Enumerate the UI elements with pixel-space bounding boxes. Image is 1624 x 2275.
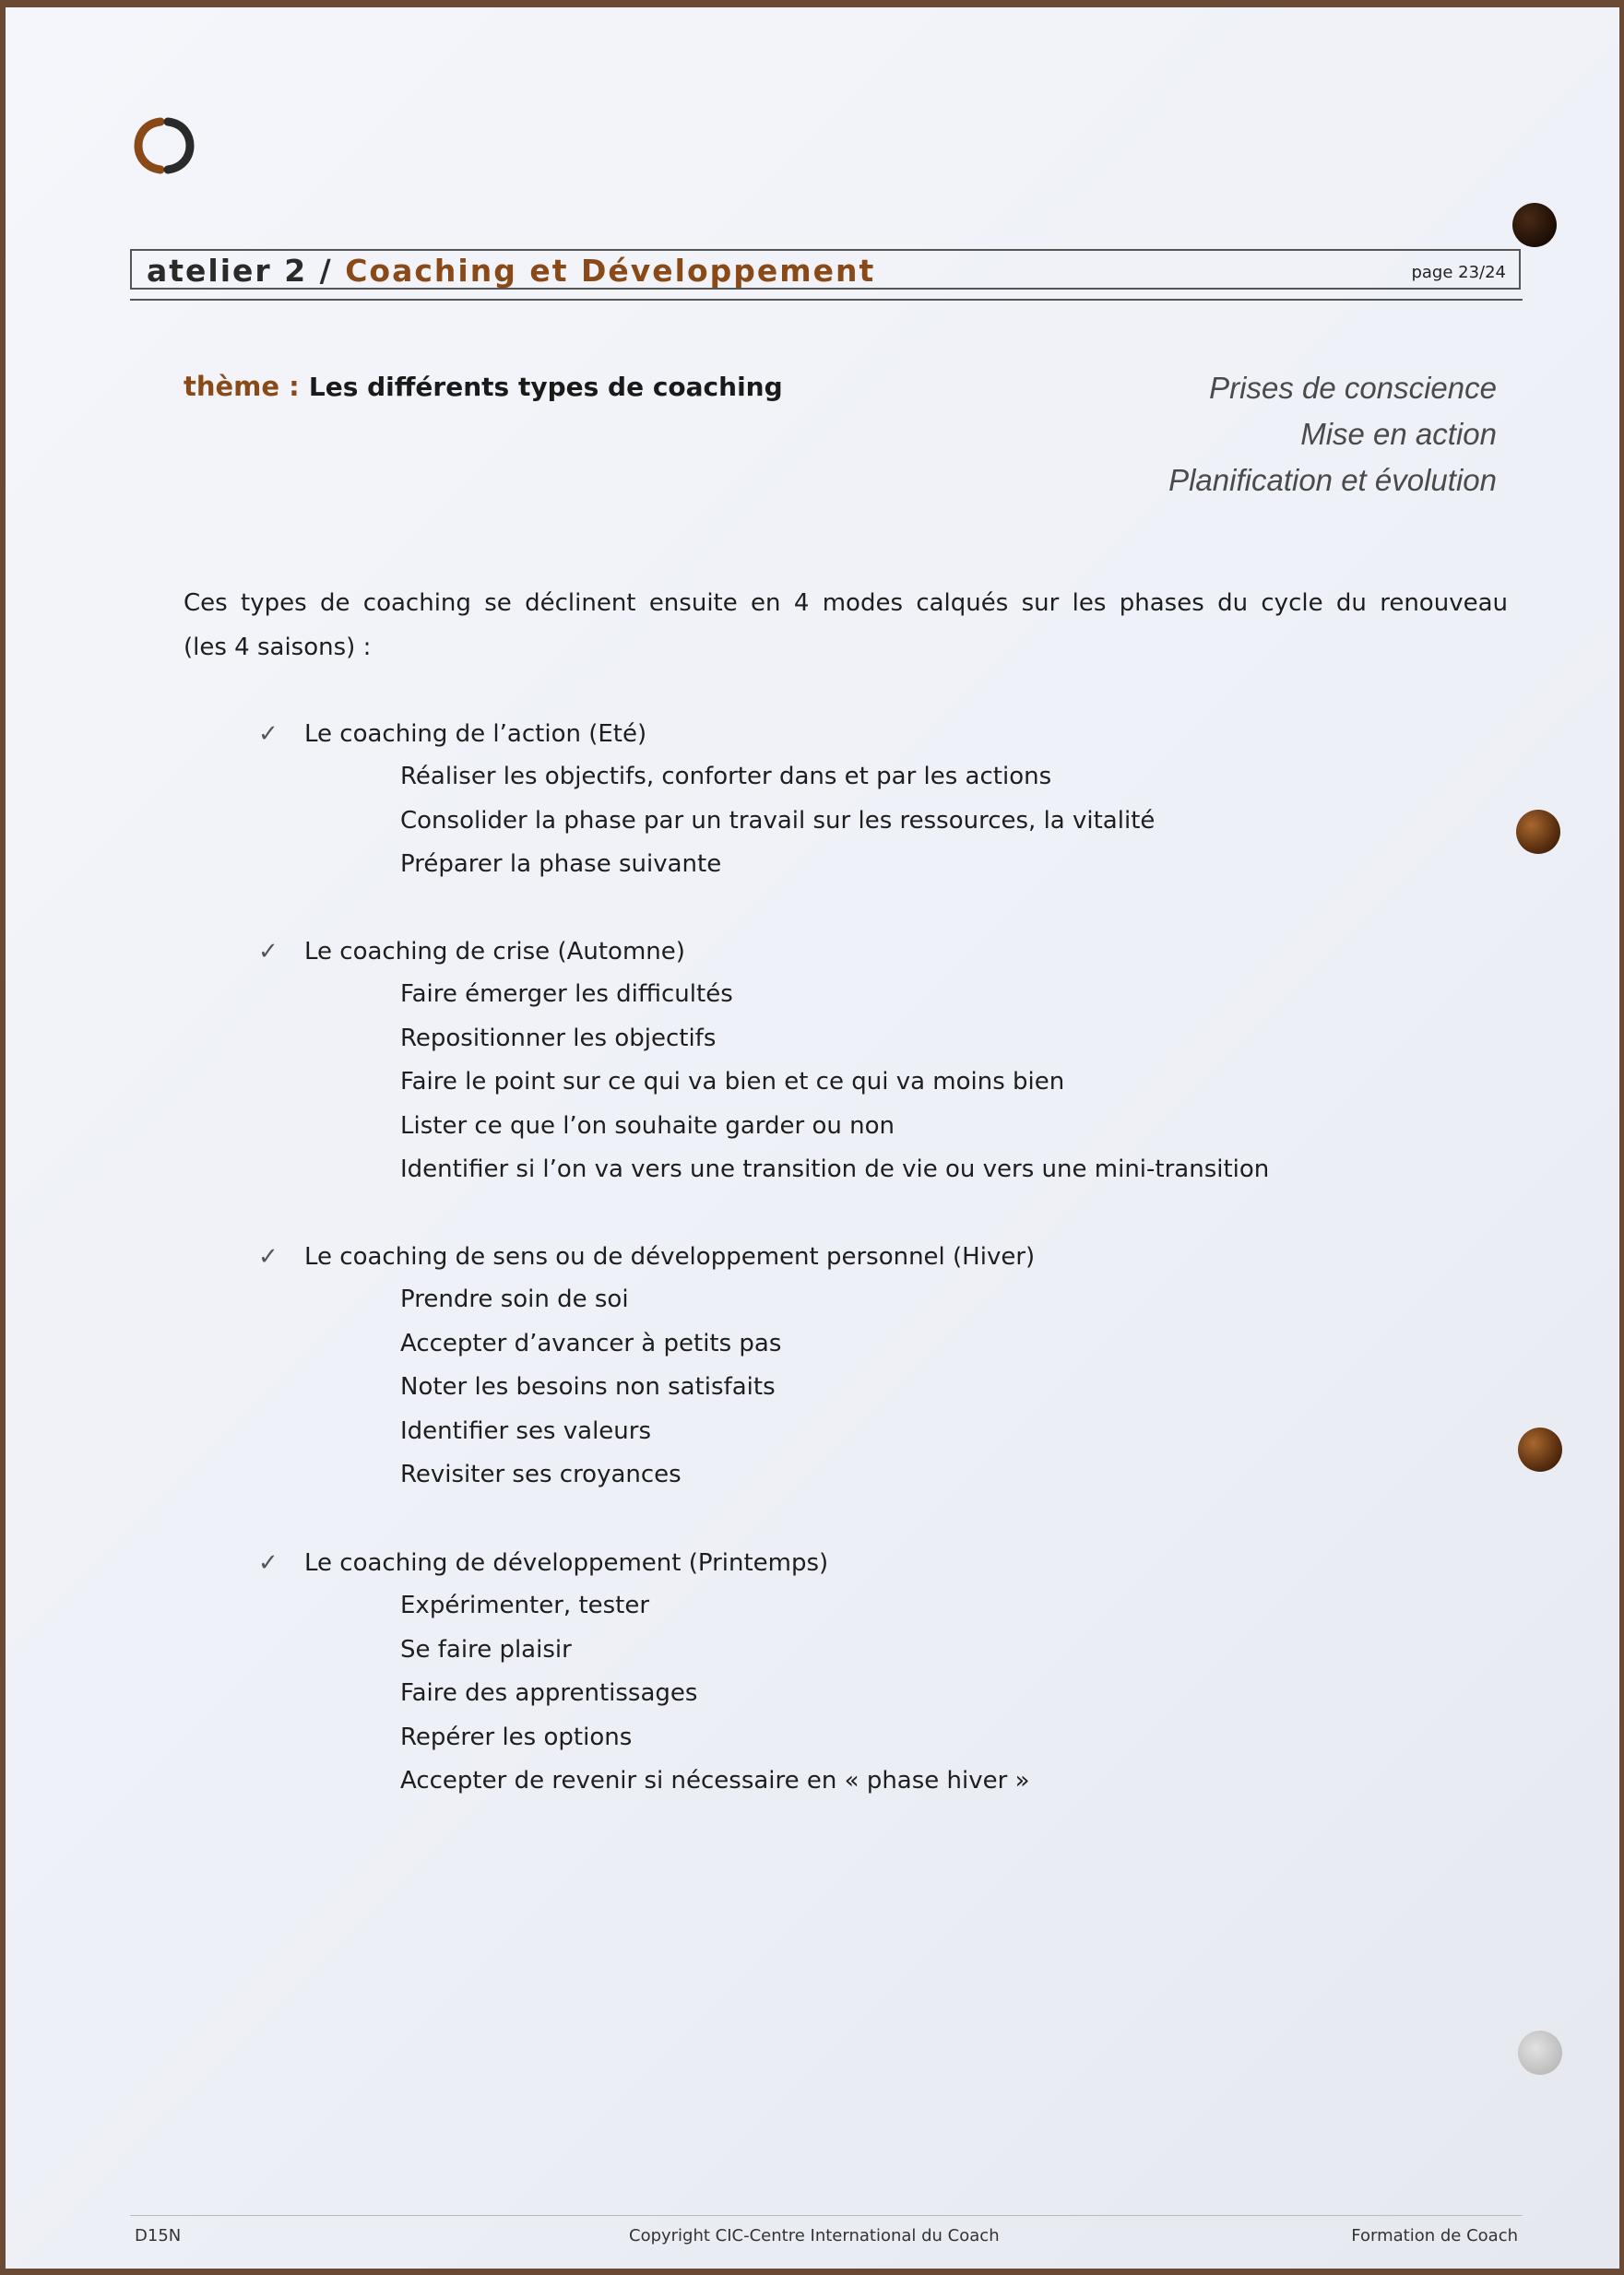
- section-items: [400, 973, 1269, 1192]
- list-item: Repositionner les objectifs: [400, 1024, 717, 1052]
- section-items: [400, 755, 1155, 887]
- theme-value: Les différents types de coaching: [308, 372, 783, 402]
- list-item: Identifier si l’on va vers une transition de vie ou vers une mini-transition: [400, 1155, 1270, 1183]
- list-item: Faire le point sur ce qui va bien et ce qui va moins bien: [400, 1068, 1065, 1096]
- check-icon: ✓: [258, 937, 279, 966]
- section-heading: [258, 1541, 1030, 1584]
- check-icon: ✓: [258, 719, 279, 748]
- coaching-section-printemps: [258, 1541, 1030, 1804]
- section-heading: [258, 712, 1155, 755]
- list-item: Faire des apprentissages: [400, 1679, 698, 1707]
- header-title-main: Coaching et Développement: [345, 253, 876, 289]
- section-title: Le coaching de l’action (Eté): [304, 719, 647, 748]
- section-title: Le coaching de sens ou de développement personnel (Hiver): [304, 1242, 1036, 1271]
- check-icon: ✓: [258, 1548, 279, 1577]
- footer-code: D15N: [135, 2226, 182, 2245]
- header-divider: [130, 299, 1523, 301]
- header-banner: [130, 249, 1521, 290]
- section-title: Le coaching de développement (Printemps): [304, 1548, 829, 1577]
- list-item: Prendre soin de soi: [400, 1286, 629, 1313]
- intro-line: (les 4 saisons) :: [184, 634, 372, 661]
- theme-line: [184, 371, 783, 402]
- theme-label: thème :: [184, 371, 309, 402]
- section-heading: [258, 1235, 1035, 1278]
- list-item: Consolider la phase par un travail sur les ressources, la vitalité: [400, 806, 1156, 835]
- binder-hole: [1518, 2031, 1562, 2075]
- footer-divider: [130, 2215, 1523, 2216]
- section-items: [400, 1584, 1030, 1804]
- list-item: Préparer la phase suivante: [400, 850, 722, 878]
- coaching-section-automne: [258, 930, 1269, 1192]
- list-item: Revisiter ses croyances: [400, 1461, 682, 1488]
- page-number: page 23/24: [1411, 263, 1506, 282]
- section-heading: [258, 930, 1269, 973]
- list-item: Expérimenter, tester: [400, 1592, 650, 1619]
- list-item: Réaliser les objectifs, conforter dans et par les actions: [400, 763, 1052, 790]
- list-item: Se faire plaisir: [400, 1635, 572, 1664]
- phase-item: Planification et évolution: [1168, 463, 1497, 497]
- section-title: Le coaching de crise (Automne): [304, 937, 685, 966]
- footer-copyright: Copyright CIC-Centre International du Coach: [629, 2226, 1000, 2245]
- brand-logo-icon: [133, 114, 196, 177]
- list-item: Faire émerger les difficultés: [400, 980, 733, 1008]
- list-item: Lister ce que l’on souhaite garder ou non: [400, 1111, 895, 1140]
- section-items: [400, 1278, 1035, 1498]
- check-icon: ✓: [258, 1242, 279, 1271]
- binder-hole: [1516, 810, 1560, 854]
- phase-item: Prises de conscience: [1209, 371, 1497, 405]
- intro-paragraph: [184, 581, 1508, 669]
- header-title-prefix: atelier 2 /: [147, 253, 346, 289]
- intro-line: Ces types de coaching se déclinent ensuite en 4 modes calqués sur les phases du cycle du renouveau: [184, 589, 1508, 617]
- document-page: [6, 7, 1619, 2269]
- list-item: Identifier ses valeurs: [400, 1416, 651, 1445]
- coaching-section-hiver: [258, 1235, 1035, 1498]
- coaching-section-ete: [258, 712, 1155, 887]
- phases-list: [1168, 365, 1497, 504]
- list-item: Repérer les options: [400, 1723, 633, 1751]
- list-item: Accepter de revenir si nécessaire en « phase hiver »: [400, 1767, 1030, 1795]
- binder-hole: [1512, 203, 1557, 247]
- header-title: [147, 253, 875, 289]
- phase-item: Mise en action: [1300, 417, 1497, 451]
- list-item: Accepter d’avancer à petits pas: [400, 1329, 782, 1357]
- binder-hole: [1518, 1428, 1562, 1472]
- list-item: Noter les besoins non satisfaits: [400, 1373, 776, 1401]
- footer-course: Formation de Coach: [1351, 2226, 1518, 2245]
